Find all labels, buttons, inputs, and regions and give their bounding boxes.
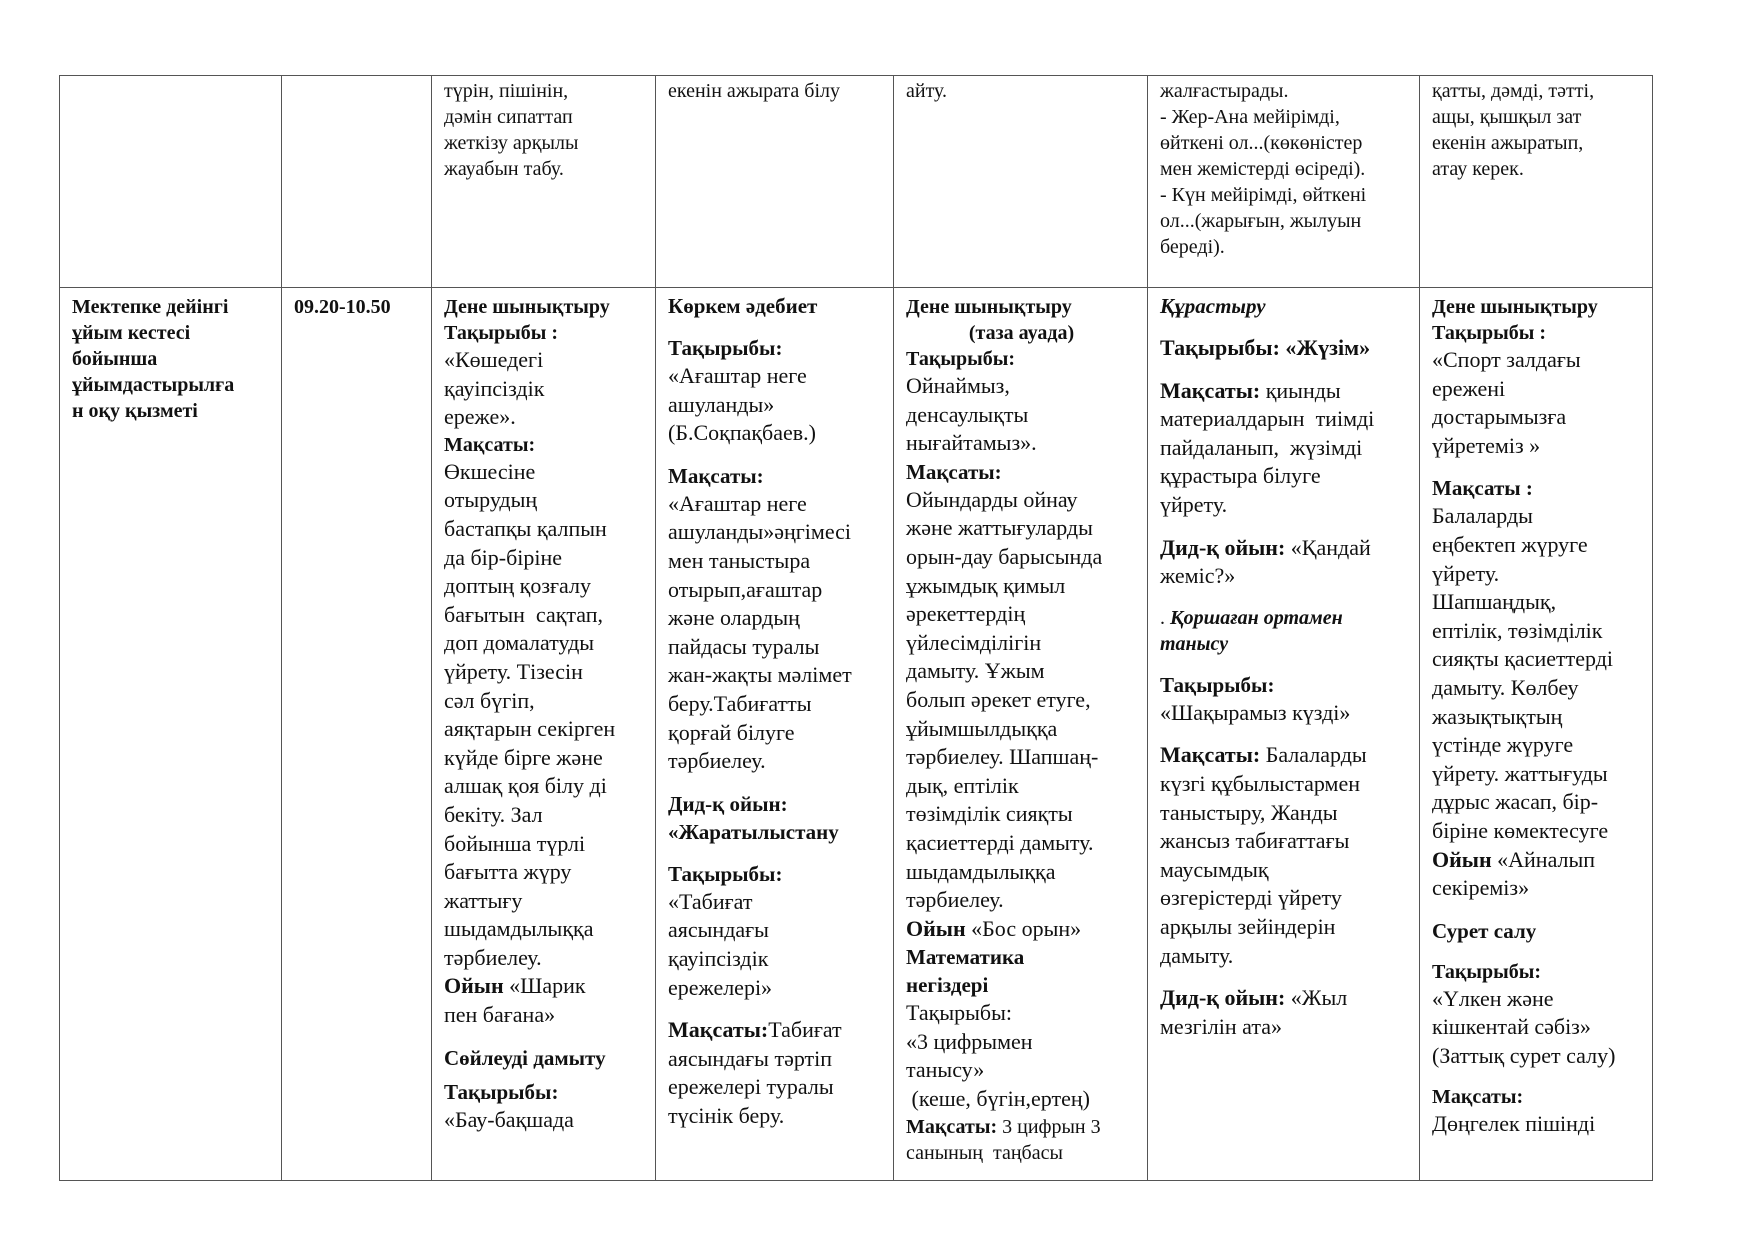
text-line: ептілік, төзімділік (1432, 617, 1603, 643)
text-line: жансыз табиғаттағы (1160, 828, 1350, 854)
text-line: және олардың (668, 605, 800, 631)
game-text: «Қандай (1285, 534, 1371, 560)
text-line: үйрету. Тізесін (444, 658, 583, 684)
goal-text-rest (1160, 405, 1409, 519)
goal2-label: Мақсаты: (906, 1115, 998, 1138)
text-line: айту. (906, 80, 948, 102)
text-line: пен бағана» (444, 1002, 556, 1028)
text-line: жан-жақты мәлімет (668, 662, 852, 688)
topic2-label: Тақырыбы: (444, 1079, 559, 1104)
text-line: кішкентай сәбіз» (1432, 1014, 1591, 1040)
goal2-label: Мақсаты: (1432, 1086, 1524, 1109)
topic2-label: Тақырыбы: (668, 861, 783, 886)
text-line: қауіпсіздік (444, 375, 545, 401)
goal-text (906, 486, 1137, 915)
text-line: дамыту. Ұжым (906, 658, 1045, 684)
friday-cell (1420, 288, 1653, 1181)
text-line: - Күн мейірімді, өйткені (1160, 184, 1367, 206)
goal2-line (906, 1114, 1137, 1140)
text-line: денсаулықты (906, 401, 1029, 427)
text-line: төзімділік сияқты (906, 801, 1073, 827)
text-line: екенін ажыратып, (1432, 132, 1584, 154)
text-line: бағытта жүру (444, 859, 572, 885)
text-line: Ойнаймыз, (906, 373, 1010, 398)
goal-text (1432, 502, 1642, 845)
goal2-text: Балаларды (1260, 742, 1367, 768)
text-line: пайдаланып, жүзімді (1160, 434, 1363, 460)
text-line: ол...(жарығын, жылуын (1160, 210, 1362, 232)
game2-text: «Жыл (1285, 985, 1348, 1011)
time-cell (282, 288, 432, 1181)
text-line: дық, ептілік (906, 772, 1019, 798)
text-line: танысу» (906, 1057, 985, 1083)
goal-text: қиынды (1260, 377, 1341, 403)
text-line: отырудың (444, 487, 538, 513)
topic2-text (1160, 699, 1409, 728)
text-line: жеміс?» (1160, 563, 1236, 589)
text-line: отырып,ағаштар (668, 576, 823, 602)
text-line: мен таныстыра (668, 547, 811, 573)
game-text-rest (1432, 874, 1642, 903)
text-line: Шапшаңдық, (1432, 589, 1557, 615)
game-text-rest (1160, 562, 1409, 591)
text-line: бастапқы қалпын (444, 515, 607, 541)
wednesday-cell (894, 288, 1148, 1181)
text-line: тәрбиелеу. (444, 944, 542, 970)
text-line: жаттығу (444, 887, 523, 913)
row1-tuesday-cell (656, 76, 894, 288)
game-text: «Шарик (503, 973, 586, 999)
game-label: Ойын (444, 973, 504, 999)
subject2-title (1160, 605, 1409, 631)
goal-text (444, 458, 645, 973)
text-line: мен жемістерді өсіреді). (1160, 158, 1366, 180)
text-line: аяқтарын секірген (444, 716, 616, 742)
text-line: «Үлкен және (1432, 985, 1554, 1011)
subject2-title: Сөйлеуді дамыту (444, 1045, 606, 1070)
text-line: үйрету. (1432, 560, 1500, 586)
text-line: қауіпсіздік (668, 945, 769, 971)
text-line: үйрету. жаттығуды (1432, 760, 1608, 786)
goal2-line (1160, 741, 1409, 770)
game-text: «Жаратылыстану (668, 819, 839, 844)
text-line: біріне көмектесуге (1432, 817, 1609, 843)
text-line: беру.Табиғатты (668, 690, 812, 716)
text-line: аясындағы (668, 917, 769, 943)
subject2-title-rest: танысу (1160, 632, 1229, 655)
text-line: ереже». (444, 404, 516, 430)
text-line: «Спорт залдағы (1432, 347, 1581, 372)
text-line: өзгерістерді үйрету (1160, 885, 1342, 911)
tuesday-cell (656, 288, 894, 1181)
goal2-text-rest (668, 1045, 883, 1131)
text-line: ұйымдастырылға (72, 374, 235, 396)
topic-label: Тақырыбы : (1432, 322, 1546, 344)
text-line: бойынша (72, 348, 158, 370)
text-line: ащы, қышқыл зат (1432, 106, 1582, 128)
text-line: маусымдық (1160, 856, 1269, 882)
goal2-line (668, 1016, 883, 1045)
row1-wednesday-cell (894, 76, 1148, 288)
goal2-text: Табиғат (768, 1017, 842, 1043)
text-line: санының таңбасы (906, 1141, 1063, 1164)
subject-title: Көркем әдебиет (668, 294, 818, 318)
text-line: н оқу қызметі (72, 400, 198, 422)
game-label: Дид-қ ойын: (1160, 534, 1286, 560)
text-line: материалдарын тиімді (1160, 406, 1375, 432)
text-line: шыдамдылыққа (444, 916, 594, 942)
text-line: сияқты қасиеттерді (1432, 646, 1614, 672)
text-line: достарымызға (1432, 404, 1567, 430)
monday-cell (432, 288, 656, 1181)
text-line: «Шақырамыз күзді» (1160, 699, 1351, 725)
goal-text (668, 490, 883, 776)
goal-label: Мақсаты: (668, 463, 764, 488)
game-text: «Айналып (1491, 846, 1596, 872)
text-line: (Заттық сурет салу) (1432, 1042, 1616, 1068)
text-line: алшақ қоя білу ді (444, 773, 607, 799)
text-line: (кеше, бүгін,ертең) (906, 1086, 1090, 1112)
goal-label: Мақсаты: (444, 433, 536, 456)
text-line: «3 цифрымен (906, 1028, 1033, 1054)
goal2-label: Мақсаты: (668, 1017, 769, 1043)
text-line: және жаттығуларды (906, 515, 1093, 541)
text-line: ұжымдық қимыл (906, 572, 1066, 598)
text-line: өйткені ол...(көкөністер (1160, 132, 1363, 154)
text-line: Математика (906, 945, 1025, 970)
activity-label (72, 294, 271, 424)
text-line: да бір-біріне (444, 544, 563, 570)
text-line: ашуланды»әңгімесі (668, 519, 852, 545)
text-line: жазықтықтың (1432, 703, 1563, 729)
topic-label: Тақырыбы: (668, 336, 783, 360)
text-line: түсінік беру. (668, 1102, 785, 1128)
goal-label: Мақсаты: (1160, 377, 1261, 403)
text-line: Дөңгелек пішінді (1432, 1111, 1596, 1137)
text-line: қорғай білуге (668, 719, 795, 745)
thursday-cell (1148, 288, 1420, 1181)
text-line: бойынша түрлі (444, 830, 586, 856)
text-line: еңбектеп жүруге (1432, 531, 1588, 557)
topic-text (1432, 346, 1642, 460)
text-line: үйрету. (1160, 491, 1228, 517)
text-line: атау керек. (1432, 158, 1524, 180)
text-line: түрін, пішінін, (444, 80, 569, 102)
topic2-text (906, 1028, 1137, 1114)
text-line: Мектепке дейінгі (72, 296, 229, 318)
game-label: Дид-қ ойын: (668, 791, 788, 816)
row1-friday-cell (1420, 76, 1653, 288)
game-line (1432, 846, 1642, 875)
topic-label: Тақырыбы : (444, 322, 558, 344)
topic-text (444, 346, 645, 432)
game-label: Ойын (1432, 846, 1492, 872)
topic2-text (1432, 985, 1642, 1071)
text-line: таныстыру, Жанды (1160, 799, 1338, 825)
text-line: дамыту. Көлбеу (1432, 674, 1579, 700)
topic-text (906, 372, 1137, 458)
game-text-rest (444, 1001, 645, 1030)
subject-subtitle: (таза ауада) (968, 322, 1075, 344)
text-line: болып әрекет етуге, (906, 686, 1091, 712)
text-line: (Б.Соқпақбаев.) (668, 420, 816, 446)
text-line: дамыту. (1160, 942, 1234, 968)
subject-title: Құрастыру (1160, 294, 1266, 318)
subject-title: Дене шынықтыру (1432, 296, 1598, 318)
text-line: секіреміз» (1432, 875, 1530, 901)
schedule-table (59, 75, 1653, 1181)
text-line: жалғастырады. (1160, 80, 1289, 102)
goal-label: Мақсаты : (1432, 476, 1533, 501)
topic-label: Тақырыбы: (906, 348, 1015, 370)
text-line: негіздері (906, 973, 989, 998)
text-line: жеткізу арқылы (444, 132, 579, 154)
game-line (444, 972, 645, 1001)
text-line: әрекеттердің (906, 601, 1026, 627)
text-line: дұрыс жасап, бір- (1432, 789, 1599, 815)
text-line: тәрбиелеу. (906, 887, 1004, 913)
goal2-text-rest (906, 1140, 1137, 1166)
text-line: Балаларды (1432, 503, 1533, 529)
game2-line (1160, 984, 1409, 1013)
game2-label: Дид-қ ойын: (1160, 985, 1286, 1011)
text-line: қасиеттерді дамыту. (906, 829, 1094, 855)
text-line: ашуланды» (668, 391, 775, 417)
game-text: «Бос орын» (965, 915, 1082, 941)
time-range: 09.20-10.50 (294, 296, 391, 318)
game-line (906, 915, 1137, 944)
topic-text (668, 362, 883, 448)
game-label: Ойын (906, 915, 966, 941)
row1-time-cell (282, 76, 432, 288)
text-line: үйлесімділігін (906, 629, 1042, 655)
text-line: «Бау-бақшада (444, 1106, 574, 1132)
subject2-title: Сурет салу (1432, 918, 1537, 943)
subject2-prefix: . (1160, 606, 1170, 629)
text-line: мезгілін ата» (1160, 1013, 1282, 1039)
text-line: күзгі құбылыстармен (1160, 770, 1360, 796)
text-line: ережелері туралы (668, 1074, 834, 1100)
topic2-text (668, 888, 883, 1002)
text-line: бағытын сақтап, (444, 601, 604, 627)
goal2-label: Мақсаты: (1160, 742, 1261, 768)
text-line: нығайтамыз». (906, 430, 1037, 456)
text-line: бекіту. Зал (444, 801, 543, 827)
table-row (60, 76, 1653, 288)
text-line: доптың қозғалу (444, 573, 591, 599)
text-line: аясындағы тәртіп (668, 1045, 833, 1071)
text-line: сәл бүгіп, (444, 687, 535, 713)
subject2-line: Қоршаған ортамен (1170, 606, 1343, 629)
topic2-label: Тақырыбы: (1432, 960, 1541, 983)
text-line: дәмін сипаттап (444, 106, 573, 128)
topic2-label: Тақырыбы: (1160, 672, 1275, 697)
goal-label: Мақсаты: (906, 459, 1002, 484)
row1-label-cell (60, 76, 282, 288)
text-line: Өкшесіне (444, 458, 536, 484)
text-line: құрастыра білуге (1160, 463, 1321, 489)
goal2-text (1432, 1110, 1642, 1139)
text-line: күйде бірге және (444, 744, 603, 770)
goal2-text: 3 цифрын 3 (997, 1115, 1101, 1138)
text-line: орын-дау барысында (906, 543, 1103, 569)
text-line: «Ағаштар неге (668, 490, 807, 516)
topic2-label: Тақырыбы: (906, 1000, 1012, 1026)
text-line: пайдасы туралы (668, 633, 820, 659)
row1-thursday-cell (1148, 76, 1420, 288)
table-row (60, 288, 1653, 1181)
text-line: екенін ажырата білу (668, 80, 841, 102)
text-line: «Көшедегі (444, 347, 544, 372)
text-line: үйретеміз » (1432, 432, 1541, 458)
text-line: - Жер-Ана мейірімді, (1160, 106, 1340, 128)
text-line: үстінде жүруге (1432, 732, 1574, 758)
text-line: шыдамдылыққа (906, 858, 1056, 884)
text-line: ұйымшылдыққа (906, 715, 1058, 741)
text-line: береді). (1160, 236, 1225, 258)
text-line: қатты, дәмді, тәтті, (1432, 80, 1595, 102)
subject-title: Дене шынықтыру (906, 296, 1072, 318)
text-line: Ойындарды ойнау (906, 486, 1078, 512)
topic-line (1160, 334, 1409, 363)
subject2-title (906, 943, 1137, 999)
text-line: ережені (1432, 375, 1506, 401)
text-line: арқылы зейіндерін (1160, 913, 1336, 939)
topic-text: «Жүзім» (1279, 335, 1371, 360)
text-line: тәрбиелеу. (668, 748, 766, 774)
goal-line (1160, 377, 1409, 406)
row1-monday-cell (432, 76, 656, 288)
subject-title: Дене шынықтыру (444, 296, 610, 318)
game-line (1160, 534, 1409, 563)
topic-label: Тақырыбы: (1160, 335, 1280, 360)
text-line: доп домалатуды (444, 630, 595, 656)
text-line: ұйым кестесі (72, 322, 191, 344)
text-line: «Табиғат (668, 888, 753, 914)
topic2-text (444, 1106, 645, 1135)
game2-text-rest (1160, 1013, 1409, 1042)
goal2-text-rest (1160, 770, 1409, 970)
text-line: тәрбиелеу. Шапшаң- (906, 744, 1099, 770)
text-line: ережелері» (668, 974, 773, 1000)
activity-label-cell (60, 288, 282, 1181)
text-line: «Ағаштар неге (668, 363, 807, 388)
text-line: жауабын табу. (444, 158, 564, 180)
